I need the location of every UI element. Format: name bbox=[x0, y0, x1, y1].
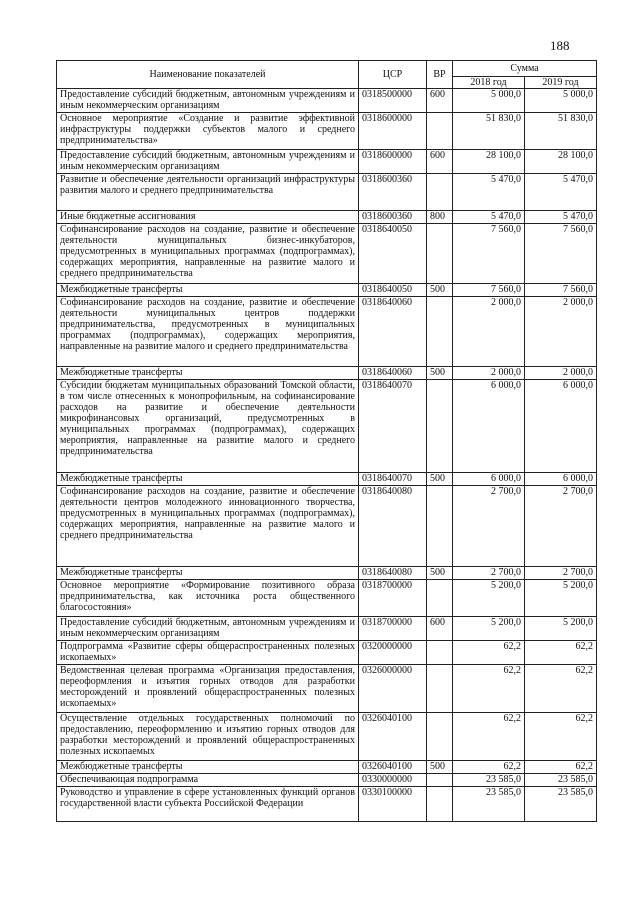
row-name: Софинансирование расходов на создание, развитие и обеспечение деятельности центров молодежного инновационного творчества, предусмотренных в муниципальных программах (подпрограммах), содержащих мероприятия, направленные на развитие малого и среднего предпринимательства bbox=[57, 486, 359, 567]
table-row bbox=[57, 284, 597, 297]
row-csr: 0318600000 bbox=[359, 150, 427, 174]
row-csr: 0330100000 bbox=[359, 787, 427, 822]
row-sum-2019: 7 560,0 bbox=[525, 284, 597, 297]
table-row bbox=[57, 113, 597, 150]
row-name: Обеспечивающая подпрограмма bbox=[57, 774, 359, 787]
row-csr: 0318600360 bbox=[359, 211, 427, 224]
row-name: Межбюджетные трансферты bbox=[57, 367, 359, 380]
row-csr: 0318640060 bbox=[359, 297, 427, 367]
row-csr: 0318600000 bbox=[359, 113, 427, 150]
row-name: Основное мероприятие «Создание и развитие эффективной инфраструктуры поддержки субъектов малого и среднего предпринимательства» bbox=[57, 113, 359, 150]
row-name: Софинансирование расходов на создание, развитие и обеспечение деятельности муниципальных центров поддержки предпринимательства, предусмотренных в муниципальных программах (подпрограммах), содержащих мероприятия, направленные на развитие малого и среднего предпринимательства bbox=[57, 297, 359, 367]
table-row bbox=[57, 224, 597, 284]
header-year-2019: 2019 год bbox=[525, 77, 597, 89]
row-name: Основное мероприятие «Формирование позитивного образа предпринимательства, как источника роста общественного благосостояния» bbox=[57, 580, 359, 617]
row-sum-2019: 5 470,0 bbox=[525, 211, 597, 224]
row-csr: 0326000000 bbox=[359, 665, 427, 713]
row-sum-2019: 5 200,0 bbox=[525, 617, 597, 641]
table-row bbox=[57, 486, 597, 567]
row-sum-2018: 51 830,0 bbox=[453, 113, 525, 150]
table-row bbox=[57, 367, 597, 380]
row-vr bbox=[427, 113, 453, 150]
row-vr: 500 bbox=[427, 567, 453, 580]
row-vr bbox=[427, 713, 453, 761]
row-sum-2018: 62,2 bbox=[453, 713, 525, 761]
row-sum-2019: 51 830,0 bbox=[525, 113, 597, 150]
row-name: Предоставление субсидий бюджетным, автономным учреждениям и иным некоммерческим организациям bbox=[57, 617, 359, 641]
row-csr: 0318640080 bbox=[359, 486, 427, 567]
row-csr: 0318600360 bbox=[359, 174, 427, 211]
row-csr: 0318700000 bbox=[359, 617, 427, 641]
table-row bbox=[57, 211, 597, 224]
row-vr bbox=[427, 380, 453, 473]
row-sum-2018: 5 200,0 bbox=[453, 580, 525, 617]
row-sum-2019: 5 000,0 bbox=[525, 89, 597, 113]
row-sum-2018: 2 000,0 bbox=[453, 297, 525, 367]
row-vr: 500 bbox=[427, 473, 453, 486]
row-csr: 0318640080 bbox=[359, 567, 427, 580]
row-sum-2019: 62,2 bbox=[525, 713, 597, 761]
row-sum-2019: 2 700,0 bbox=[525, 567, 597, 580]
row-name: Осуществление отдельных государственных полномочий по предоставлению, переоформлению и изъятию горных отводов для разработки месторождений и проявлений общераспространенных полезных ископаемых bbox=[57, 713, 359, 761]
row-vr bbox=[427, 787, 453, 822]
row-sum-2018: 5 470,0 bbox=[453, 174, 525, 211]
row-name: Иные бюджетные ассигнования bbox=[57, 211, 359, 224]
row-sum-2018: 23 585,0 bbox=[453, 774, 525, 787]
row-vr: 600 bbox=[427, 617, 453, 641]
row-vr: 600 bbox=[427, 150, 453, 174]
row-vr bbox=[427, 774, 453, 787]
row-sum-2018: 2 700,0 bbox=[453, 567, 525, 580]
budget-table bbox=[56, 60, 597, 822]
row-sum-2019: 23 585,0 bbox=[525, 787, 597, 822]
row-sum-2018: 62,2 bbox=[453, 665, 525, 713]
row-vr bbox=[427, 580, 453, 617]
row-name: Предоставление субсидий бюджетным, автономным учреждениям и иным некоммерческим организациям bbox=[57, 150, 359, 174]
row-csr: 0326040100 bbox=[359, 713, 427, 761]
row-csr: 0326040100 bbox=[359, 761, 427, 774]
row-csr: 0320000000 bbox=[359, 641, 427, 665]
table-row bbox=[57, 665, 597, 713]
table-row bbox=[57, 89, 597, 113]
row-name: Межбюджетные трансферты bbox=[57, 567, 359, 580]
row-vr: 500 bbox=[427, 761, 453, 774]
header-name: Наименование показателей bbox=[57, 61, 359, 89]
row-sum-2018: 2 700,0 bbox=[453, 486, 525, 567]
row-csr: 0318640070 bbox=[359, 473, 427, 486]
row-name: Софинансирование расходов на создание, развитие и обеспечение деятельности муниципальных бизнес-инкубаторов, предусмотренных в муниципальных программах (подпрограммах), содержащих мероприятия, направленные на развитие малого и среднего предпринимательства bbox=[57, 224, 359, 284]
row-name: Предоставление субсидий бюджетным, автономным учреждениям и иным некоммерческим организациям bbox=[57, 89, 359, 113]
table-row bbox=[57, 150, 597, 174]
row-vr bbox=[427, 486, 453, 567]
row-sum-2018: 6 000,0 bbox=[453, 473, 525, 486]
table-row bbox=[57, 297, 597, 367]
row-name: Субсидии бюджетам муниципальных образований Томской области, в том числе отнесенных к монопрофильным, на софинансирование расходов на развитие и обеспечение деятельности микрофинансовых организаций, предусмотренных в муниципальных программах (подпрограммах), содержащих мероприятия, направленные на развитие малого и среднего предпринимательства bbox=[57, 380, 359, 473]
row-csr: 0330000000 bbox=[359, 774, 427, 787]
row-sum-2019: 5 470,0 bbox=[525, 174, 597, 211]
table-row bbox=[57, 567, 597, 580]
row-vr bbox=[427, 641, 453, 665]
row-name: Подпрограмма «Развитие сферы общераспространенных полезных ископаемых» bbox=[57, 641, 359, 665]
row-vr bbox=[427, 665, 453, 713]
row-vr bbox=[427, 297, 453, 367]
header-sum: Сумма bbox=[453, 61, 597, 77]
row-csr: 0318640050 bbox=[359, 284, 427, 297]
row-sum-2019: 2 000,0 bbox=[525, 297, 597, 367]
row-sum-2019: 6 000,0 bbox=[525, 473, 597, 486]
page-number: 188 bbox=[550, 38, 570, 53]
row-sum-2018: 7 560,0 bbox=[453, 284, 525, 297]
row-name: Ведомственная целевая программа «Организация предоставления, переоформления и изъятия горных отводов для разработки месторождений и проявлений общераспространенных полезных ископаемых» bbox=[57, 665, 359, 713]
row-name: Межбюджетные трансферты bbox=[57, 284, 359, 297]
table-body bbox=[57, 89, 597, 822]
table-row bbox=[57, 787, 597, 822]
table-row bbox=[57, 473, 597, 486]
row-sum-2019: 2 700,0 bbox=[525, 486, 597, 567]
row-sum-2019: 7 560,0 bbox=[525, 224, 597, 284]
row-csr: 0318640060 bbox=[359, 367, 427, 380]
table-row bbox=[57, 713, 597, 761]
row-sum-2018: 28 100,0 bbox=[453, 150, 525, 174]
table-row bbox=[57, 774, 597, 787]
row-vr bbox=[427, 224, 453, 284]
row-sum-2018: 62,2 bbox=[453, 641, 525, 665]
row-sum-2018: 7 560,0 bbox=[453, 224, 525, 284]
table-row bbox=[57, 641, 597, 665]
table-row bbox=[57, 380, 597, 473]
row-sum-2018: 2 000,0 bbox=[453, 367, 525, 380]
row-csr: 0318700000 bbox=[359, 580, 427, 617]
row-sum-2019: 5 200,0 bbox=[525, 580, 597, 617]
row-sum-2018: 6 000,0 bbox=[453, 380, 525, 473]
row-sum-2019: 62,2 bbox=[525, 641, 597, 665]
row-sum-2018: 5 000,0 bbox=[453, 89, 525, 113]
row-sum-2018: 5 200,0 bbox=[453, 617, 525, 641]
header-csr: ЦСР bbox=[359, 61, 427, 89]
table-row bbox=[57, 617, 597, 641]
row-sum-2019: 6 000,0 bbox=[525, 380, 597, 473]
header-year-2018: 2018 год bbox=[453, 77, 525, 89]
row-name: Межбюджетные трансферты bbox=[57, 761, 359, 774]
row-vr: 500 bbox=[427, 284, 453, 297]
row-name: Развитие и обеспечение деятельности организаций инфраструктуры развития малого и среднего предпринимательства bbox=[57, 174, 359, 211]
row-sum-2018: 5 470,0 bbox=[453, 211, 525, 224]
row-csr: 0318500000 bbox=[359, 89, 427, 113]
table-row bbox=[57, 761, 597, 774]
row-vr: 800 bbox=[427, 211, 453, 224]
header-vr: ВР bbox=[427, 61, 453, 89]
row-sum-2019: 23 585,0 bbox=[525, 774, 597, 787]
row-name: Межбюджетные трансферты bbox=[57, 473, 359, 486]
table-row bbox=[57, 580, 597, 617]
row-csr: 0318640070 bbox=[359, 380, 427, 473]
row-vr: 600 bbox=[427, 89, 453, 113]
row-sum-2019: 62,2 bbox=[525, 665, 597, 713]
row-sum-2019: 62,2 bbox=[525, 761, 597, 774]
row-vr: 500 bbox=[427, 367, 453, 380]
row-sum-2018: 62,2 bbox=[453, 761, 525, 774]
row-sum-2018: 23 585,0 bbox=[453, 787, 525, 822]
table-row bbox=[57, 174, 597, 211]
row-sum-2019: 28 100,0 bbox=[525, 150, 597, 174]
row-name: Руководство и управление в сфере установленных функций органов государственной власти субъекта Российской Федерации bbox=[57, 787, 359, 822]
table-header bbox=[57, 61, 597, 89]
row-sum-2019: 2 000,0 bbox=[525, 367, 597, 380]
row-vr bbox=[427, 174, 453, 211]
row-csr: 0318640050 bbox=[359, 224, 427, 284]
